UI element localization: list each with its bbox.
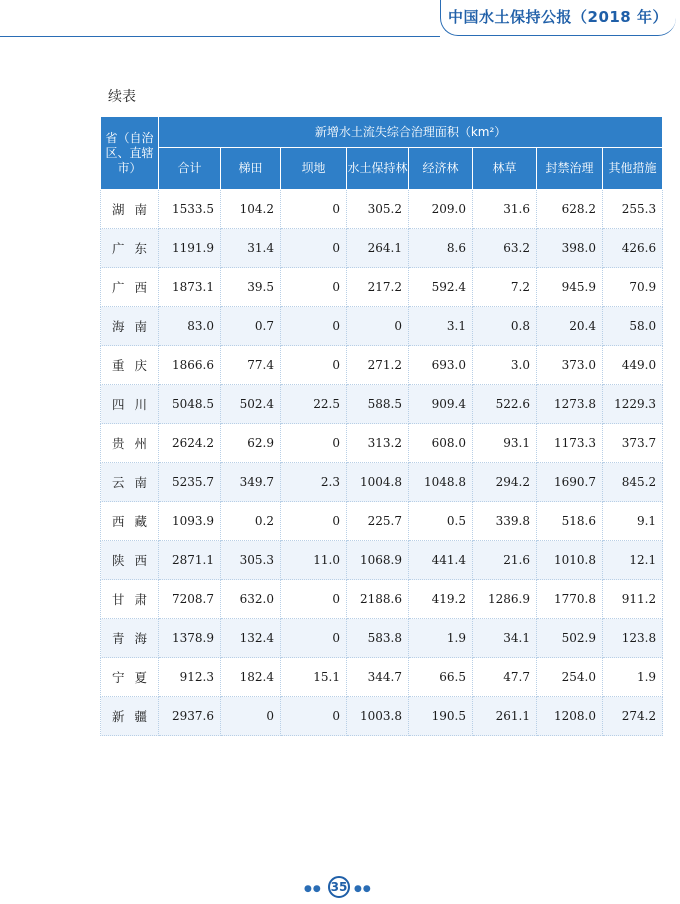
- value-cell: 0: [281, 580, 347, 619]
- value-cell: 271.2: [347, 346, 409, 385]
- value-cell: 0: [281, 697, 347, 736]
- province-cell: 宁夏: [101, 658, 159, 697]
- value-cell: 419.2: [409, 580, 473, 619]
- value-cell: 132.4: [221, 619, 281, 658]
- page-footer: [290, 876, 390, 900]
- value-cell: 1866.6: [159, 346, 221, 385]
- value-cell: 845.2: [603, 463, 663, 502]
- value-cell: 7208.7: [159, 580, 221, 619]
- value-cell: 0: [281, 424, 347, 463]
- value-cell: 1286.9: [473, 580, 537, 619]
- province-cell: 贵州: [101, 424, 159, 463]
- value-cell: 1378.9: [159, 619, 221, 658]
- value-cell: 1173.3: [537, 424, 603, 463]
- value-cell: 11.0: [281, 541, 347, 580]
- value-cell: 0.8: [473, 307, 537, 346]
- value-cell: 254.0: [537, 658, 603, 697]
- value-cell: 1.9: [603, 658, 663, 697]
- province-cell: 广西: [101, 268, 159, 307]
- column-header: 封禁治理: [537, 148, 603, 190]
- value-cell: 0: [281, 502, 347, 541]
- value-cell: 1068.9: [347, 541, 409, 580]
- province-cell: 广东: [101, 229, 159, 268]
- value-cell: 261.1: [473, 697, 537, 736]
- value-cell: 373.0: [537, 346, 603, 385]
- value-cell: 5048.5: [159, 385, 221, 424]
- value-cell: 22.5: [281, 385, 347, 424]
- value-cell: 2624.2: [159, 424, 221, 463]
- value-cell: 1273.8: [537, 385, 603, 424]
- value-cell: 0.2: [221, 502, 281, 541]
- value-cell: 1873.1: [159, 268, 221, 307]
- value-cell: 945.9: [537, 268, 603, 307]
- value-cell: 426.6: [603, 229, 663, 268]
- value-cell: 518.6: [537, 502, 603, 541]
- value-cell: 502.4: [221, 385, 281, 424]
- value-cell: 0.5: [409, 502, 473, 541]
- value-cell: 1690.7: [537, 463, 603, 502]
- value-cell: 632.0: [221, 580, 281, 619]
- value-cell: 225.7: [347, 502, 409, 541]
- value-cell: 39.5: [221, 268, 281, 307]
- value-cell: 1208.0: [537, 697, 603, 736]
- value-cell: 305.2: [347, 190, 409, 229]
- header-rule: [0, 36, 440, 37]
- value-cell: 264.1: [347, 229, 409, 268]
- value-cell: 1003.8: [347, 697, 409, 736]
- value-cell: 58.0: [603, 307, 663, 346]
- value-cell: 31.4: [221, 229, 281, 268]
- value-cell: 255.3: [603, 190, 663, 229]
- value-cell: 104.2: [221, 190, 281, 229]
- value-cell: 8.6: [409, 229, 473, 268]
- value-cell: 628.2: [537, 190, 603, 229]
- table-row: [101, 229, 663, 268]
- column-header: 合计: [159, 148, 221, 190]
- value-cell: 344.7: [347, 658, 409, 697]
- value-cell: 123.8: [603, 619, 663, 658]
- value-cell: 313.2: [347, 424, 409, 463]
- value-cell: 2937.6: [159, 697, 221, 736]
- value-cell: 1093.9: [159, 502, 221, 541]
- column-header-row: [101, 148, 663, 190]
- value-cell: 693.0: [409, 346, 473, 385]
- value-cell: 912.3: [159, 658, 221, 697]
- column-header: 坝地: [281, 148, 347, 190]
- value-cell: 502.9: [537, 619, 603, 658]
- value-cell: 911.2: [603, 580, 663, 619]
- value-cell: 449.0: [603, 346, 663, 385]
- value-cell: 294.2: [473, 463, 537, 502]
- value-cell: 182.4: [221, 658, 281, 697]
- value-cell: 0: [281, 619, 347, 658]
- value-cell: 0: [281, 346, 347, 385]
- value-cell: 66.5: [409, 658, 473, 697]
- column-header: 其他措施: [603, 148, 663, 190]
- value-cell: 349.7: [221, 463, 281, 502]
- table-row: [101, 658, 663, 697]
- governance-area-table: [100, 116, 663, 736]
- column-header: 梯田: [221, 148, 281, 190]
- value-cell: 305.3: [221, 541, 281, 580]
- value-cell: 12.1: [603, 541, 663, 580]
- value-cell: 1048.8: [409, 463, 473, 502]
- value-cell: 0: [347, 307, 409, 346]
- value-cell: 592.4: [409, 268, 473, 307]
- province-cell: 甘肃: [101, 580, 159, 619]
- value-cell: 62.9: [221, 424, 281, 463]
- table-row: [101, 541, 663, 580]
- dots-left-icon: ●●: [304, 884, 322, 894]
- province-cell: 西藏: [101, 502, 159, 541]
- value-cell: 373.7: [603, 424, 663, 463]
- province-cell: 四川: [101, 385, 159, 424]
- table-row: [101, 424, 663, 463]
- value-cell: 21.6: [473, 541, 537, 580]
- province-cell: 重庆: [101, 346, 159, 385]
- value-cell: 20.4: [537, 307, 603, 346]
- value-cell: 3.0: [473, 346, 537, 385]
- value-cell: 15.1: [281, 658, 347, 697]
- table-row: [101, 268, 663, 307]
- value-cell: 588.5: [347, 385, 409, 424]
- value-cell: 0: [221, 697, 281, 736]
- column-header: 林草: [473, 148, 537, 190]
- value-cell: 274.2: [603, 697, 663, 736]
- value-cell: 1.9: [409, 619, 473, 658]
- table-body: [101, 190, 663, 736]
- province-cell: 海南: [101, 307, 159, 346]
- value-cell: 9.1: [603, 502, 663, 541]
- table-row: [101, 307, 663, 346]
- value-cell: 83.0: [159, 307, 221, 346]
- province-cell: 青海: [101, 619, 159, 658]
- value-cell: 441.4: [409, 541, 473, 580]
- province-cell: 云南: [101, 463, 159, 502]
- value-cell: 0: [281, 268, 347, 307]
- value-cell: 93.1: [473, 424, 537, 463]
- page-number: 35: [328, 876, 350, 898]
- province-cell: 陕西: [101, 541, 159, 580]
- value-cell: 583.8: [347, 619, 409, 658]
- value-cell: 47.7: [473, 658, 537, 697]
- table-row: [101, 580, 663, 619]
- value-cell: 2871.1: [159, 541, 221, 580]
- value-cell: 608.0: [409, 424, 473, 463]
- value-cell: 0.7: [221, 307, 281, 346]
- value-cell: 1004.8: [347, 463, 409, 502]
- value-cell: 398.0: [537, 229, 603, 268]
- value-cell: 70.9: [603, 268, 663, 307]
- table-row: [101, 502, 663, 541]
- area-group-header: 新增水土流失综合治理面积（km²）: [159, 117, 663, 148]
- value-cell: 31.6: [473, 190, 537, 229]
- value-cell: 34.1: [473, 619, 537, 658]
- value-cell: 1533.5: [159, 190, 221, 229]
- report-title: 中国水土保持公报（2018 年）: [448, 8, 668, 26]
- value-cell: 209.0: [409, 190, 473, 229]
- value-cell: 522.6: [473, 385, 537, 424]
- value-cell: 7.2: [473, 268, 537, 307]
- column-header: 经济林: [409, 148, 473, 190]
- value-cell: 1191.9: [159, 229, 221, 268]
- value-cell: 5235.7: [159, 463, 221, 502]
- value-cell: 0: [281, 307, 347, 346]
- table-row: [101, 385, 663, 424]
- province-cell: 新疆: [101, 697, 159, 736]
- value-cell: 3.1: [409, 307, 473, 346]
- value-cell: 190.5: [409, 697, 473, 736]
- column-header: 水土保持林: [347, 148, 409, 190]
- value-cell: 0: [281, 229, 347, 268]
- value-cell: 1010.8: [537, 541, 603, 580]
- value-cell: 909.4: [409, 385, 473, 424]
- value-cell: 1229.3: [603, 385, 663, 424]
- province-cell: 湖南: [101, 190, 159, 229]
- value-cell: 63.2: [473, 229, 537, 268]
- province-column-header: 省（自治区、直辖市）: [101, 117, 159, 190]
- value-cell: 2188.6: [347, 580, 409, 619]
- value-cell: 2.3: [281, 463, 347, 502]
- table-row: [101, 190, 663, 229]
- dots-right-icon: ●●: [354, 884, 372, 894]
- table-row: [101, 619, 663, 658]
- value-cell: 217.2: [347, 268, 409, 307]
- value-cell: 1770.8: [537, 580, 603, 619]
- table-row: [101, 463, 663, 502]
- value-cell: 77.4: [221, 346, 281, 385]
- table-caption: 续表: [108, 89, 136, 105]
- table-row: [101, 346, 663, 385]
- value-cell: 0: [281, 190, 347, 229]
- value-cell: 339.8: [473, 502, 537, 541]
- table-row: [101, 697, 663, 736]
